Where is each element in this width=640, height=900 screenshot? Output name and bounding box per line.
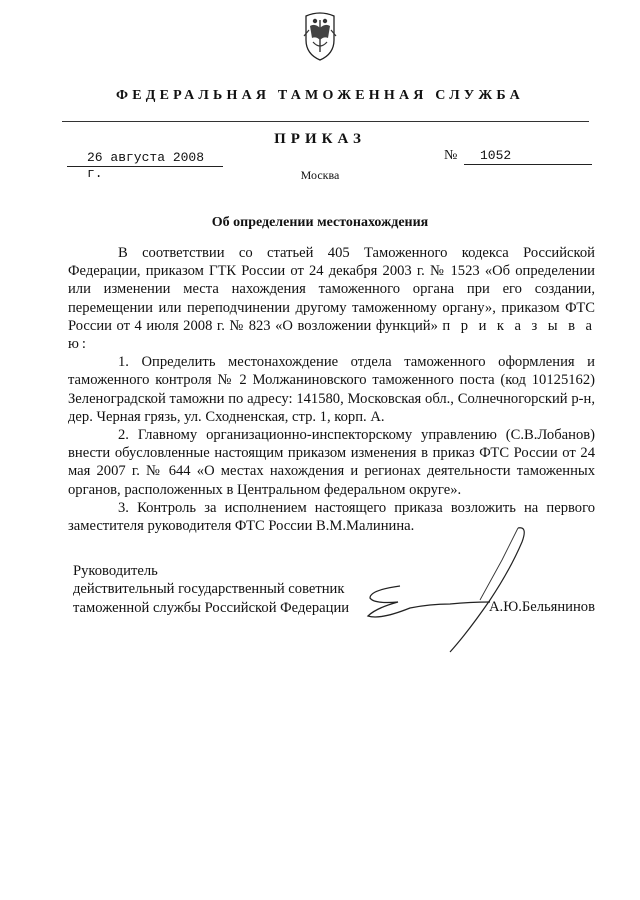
preamble-text: В соответствии со статьей 405 Таможенного кодекса Российской Федерации, приказом ГТК России от 24 декабря 2003 г. № 1523 «Об определении или изменении места нахождения таможенного органа при его создании, перемещении или переподчинении другому таможенному органу», приказом ФТС России от 4 июля 2008 г. № 823 «О возложении функций»: [68, 245, 595, 334]
agency-name: ФЕДЕРАЛЬНАЯ ТАМОЖЕННАЯ СЛУЖБА: [116, 88, 524, 103]
preamble-paragraph: [68, 244, 595, 353]
order-number: 1052: [464, 148, 592, 165]
order-city: Москва: [300, 168, 340, 182]
order-item-3: 3. Контроль за исполнением настоящего приказа возложить на первого заместителя руководителя ФТС России В.М.Малинина.: [68, 499, 595, 535]
signatory-title-line-2: действительный государственный советник: [73, 581, 345, 598]
signatory-name: А.Ю.Бельянинов: [489, 599, 595, 615]
document-type: ПРИКАЗ: [274, 131, 366, 147]
order-item-1: 1. Определить местонахождение отдела таможенного оформления и таможенного контроля № 2 Молжаниновского таможенного поста (код 10125162) Зеленоградской таможни по адресу: 141580, Московская обл., Солнечногорский р-н, дер. Черная грязь, ул. Сходненская, стр. 1, корп. А.: [68, 354, 595, 425]
order-word: п р и к а з ы в а ю:: [68, 317, 595, 353]
signatory-title-line-1: Руководитель: [73, 563, 158, 579]
header-divider: [62, 121, 589, 122]
order-date: 26 августа 2008 г.: [67, 150, 223, 167]
signatory-title: [73, 562, 349, 617]
signatory-title-line-3: таможенной службы Российской Федерации: [73, 599, 350, 616]
order-item-2: 2. Главному организационно-инспекторскому управлению (С.В.Лобанов) внести обусловленные настоящим приказом изменения в приказ ФТС России от 24 мая 2007 г. № 644 «О местах нахождения и регионах деятельности таможенных органов, расположенных в Центральном федеральном округе».: [68, 427, 595, 498]
coat-of-arms-icon: [298, 10, 342, 62]
order-body: [68, 244, 595, 535]
handwritten-signature-icon: [340, 520, 540, 660]
number-sign: №: [444, 148, 458, 163]
order-subject: Об определении местонахождения: [211, 215, 429, 230]
order-number-block: [444, 148, 592, 165]
